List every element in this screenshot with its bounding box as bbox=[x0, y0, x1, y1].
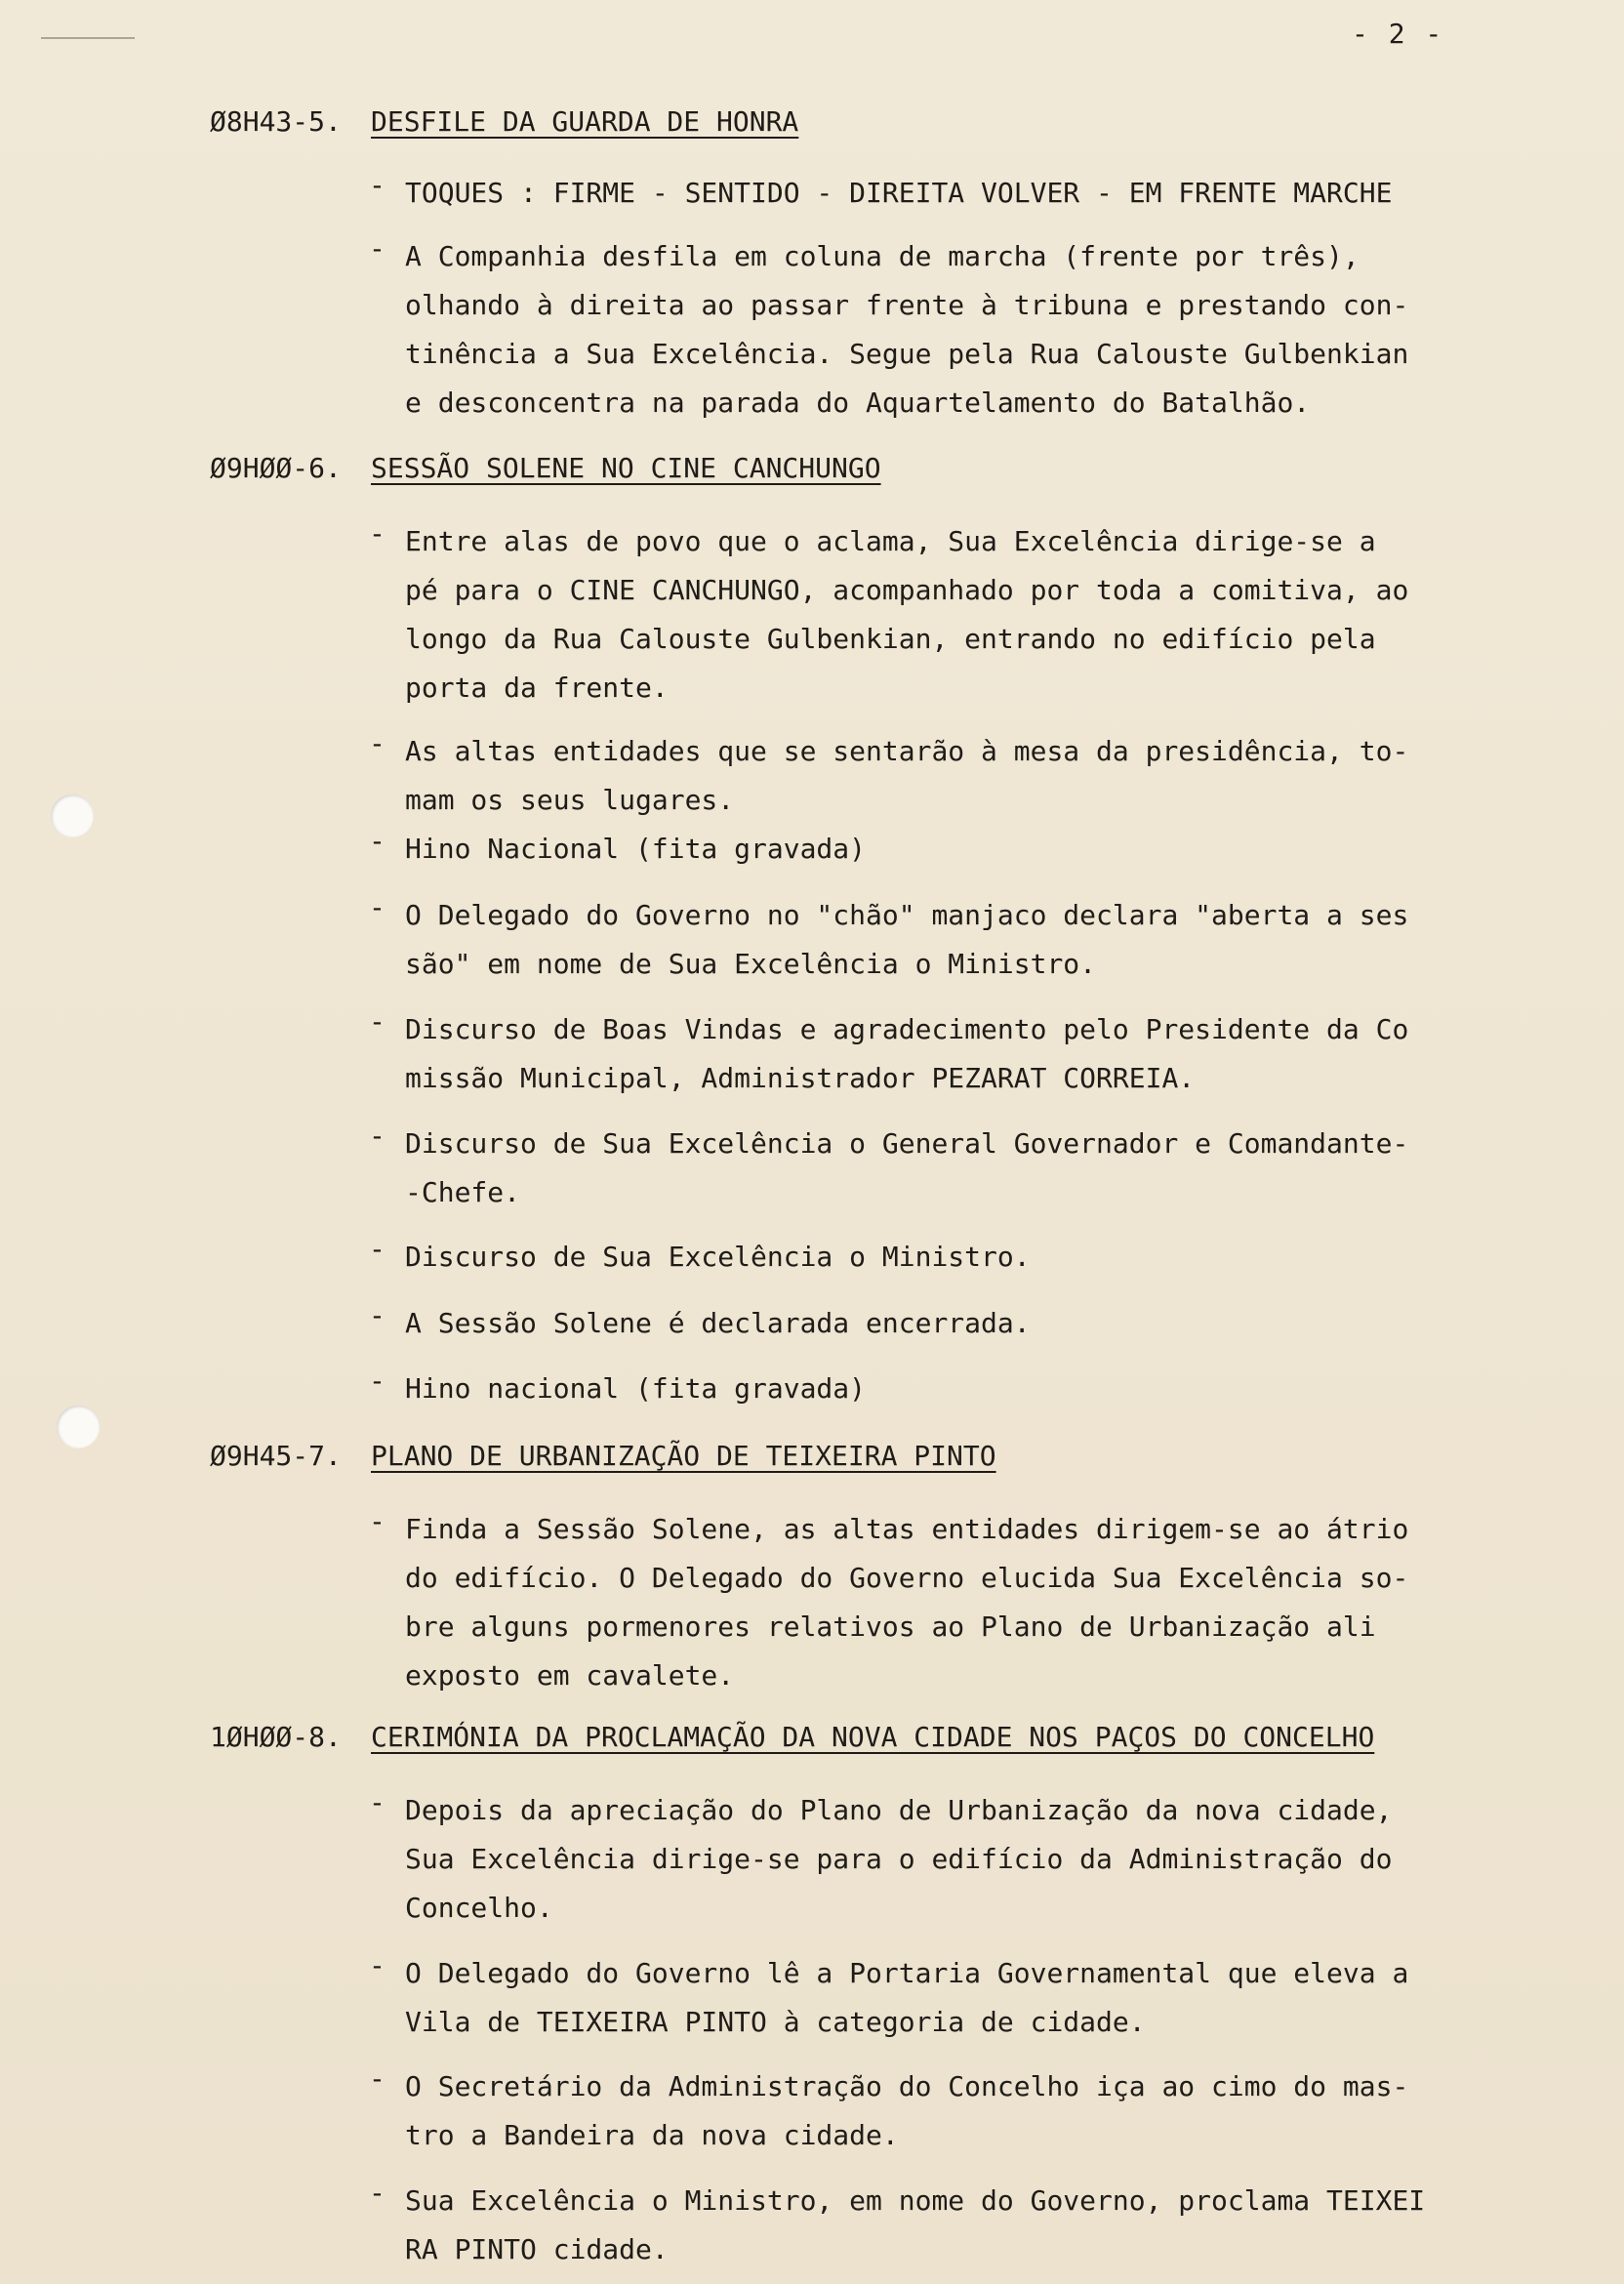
section-time: Ø9HØØ-6. bbox=[210, 452, 342, 484]
bullet-dash: - bbox=[369, 2177, 386, 2209]
section-title: CERIMÓNIA DA PROCLAMAÇÃO DA NOVA CIDADE NOS PAÇOS DO CONCELHO bbox=[371, 1721, 1375, 1753]
section-title: PLANO DE URBANIZAÇÃO DE TEIXEIRA PINTO bbox=[371, 1440, 996, 1472]
item-text: Sua Excelência o Ministro, em nome do Governo, proclama TEIXEI RA PINTO cidade. bbox=[405, 2184, 1426, 2265]
item-text: O Delegado do Governo lê a Portaria Governamental que eleva a Vila de TEIXEIRA PINTO à categoria de cidade. bbox=[405, 1957, 1409, 2038]
item-text: As altas entidades que se sentarão à mesa da presidência, to- mam os seus lugares. bbox=[405, 735, 1409, 816]
bullet-dash: - bbox=[369, 1120, 386, 1152]
bullet-dash: - bbox=[369, 1949, 386, 1981]
item-text: Hino nacional (fita gravada) bbox=[405, 1372, 867, 1405]
bullet-dash: - bbox=[369, 1005, 386, 1038]
bullet-dash: - bbox=[369, 1365, 386, 1397]
section-time: 1ØHØØ-8. bbox=[210, 1721, 342, 1753]
page-number: - 2 - bbox=[1352, 18, 1444, 50]
punch-hole bbox=[57, 1406, 100, 1448]
bullet-dash: - bbox=[369, 2062, 386, 2095]
item-text: Discurso de Sua Excelência o General Governador e Comandante- -Chefe. bbox=[405, 1127, 1409, 1208]
section-title: DESFILE DA GUARDA DE HONRA bbox=[371, 105, 799, 138]
item-text: Hino Nacional (fita gravada) bbox=[405, 833, 867, 865]
item-text: Entre alas de povo que o aclama, Sua Excelência dirige-se a pé para o CINE CANCHUNGO, acompanhado por toda a comitiva, ao longo da Rua Calouste Gulbenkian, entrando no edifício pela porta da frente. bbox=[405, 525, 1409, 704]
bullet-dash: - bbox=[369, 517, 386, 550]
bullet-dash: - bbox=[369, 727, 386, 759]
item-text: Discurso de Sua Excelência o Ministro. bbox=[405, 1241, 1031, 1273]
punch-hole bbox=[51, 795, 94, 837]
bullet-dash: - bbox=[369, 1233, 386, 1265]
section-title: SESSÃO SOLENE NO CINE CANCHUNGO bbox=[371, 452, 881, 484]
item-text: A Companhia desfila em coluna de marcha (frente por três), olhando à direita ao passar frente à tribuna e prestando con- tinência a Sua Excelência. Segue pela Rua Calouste Gulbenkian e desconcentra na parada do Aquartelamento do Batalhão. bbox=[405, 240, 1409, 419]
bullet-dash: - bbox=[369, 232, 386, 265]
pen-mark bbox=[41, 37, 135, 39]
item-text: TOQUES : FIRME - SENTIDO - DIREITA VOLVER - EM FRENTE MARCHE bbox=[405, 177, 1393, 209]
item-text: Depois da apreciação do Plano de Urbanização da nova cidade, Sua Excelência dirige-se para o edifício da Administração do Concelho. bbox=[405, 1794, 1393, 1924]
section-time: Ø8H43-5. bbox=[210, 105, 342, 138]
bullet-dash: - bbox=[369, 825, 386, 857]
item-text: O Secretário da Administração do Concelho iça ao cimo do mas- tro a Bandeira da nova cidade. bbox=[405, 2070, 1409, 2151]
item-text: Finda a Sessão Solene, as altas entidades dirigem-se ao átrio do edifício. O Delegado do Governo elucida Sua Excelência so- bre alguns pormenores relativos ao Plano de Urbanização ali exposto em cavalete. bbox=[405, 1513, 1409, 1692]
bullet-dash: - bbox=[369, 1505, 386, 1537]
bullet-dash: - bbox=[369, 891, 386, 923]
section-time: Ø9H45-7. bbox=[210, 1440, 342, 1472]
bullet-dash: - bbox=[369, 169, 386, 201]
item-text: A Sessão Solene é declarada encerrada. bbox=[405, 1307, 1031, 1339]
item-text: O Delegado do Governo no "chão" manjaco declara "aberta a ses são" em nome de Sua Excelência o Ministro. bbox=[405, 899, 1409, 980]
item-text: Discurso de Boas Vindas e agradecimento pelo Presidente da Co missão Municipal, Administrador PEZARAT CORREIA. bbox=[405, 1013, 1409, 1094]
bullet-dash: - bbox=[369, 1299, 386, 1331]
bullet-dash: - bbox=[369, 1786, 386, 1818]
